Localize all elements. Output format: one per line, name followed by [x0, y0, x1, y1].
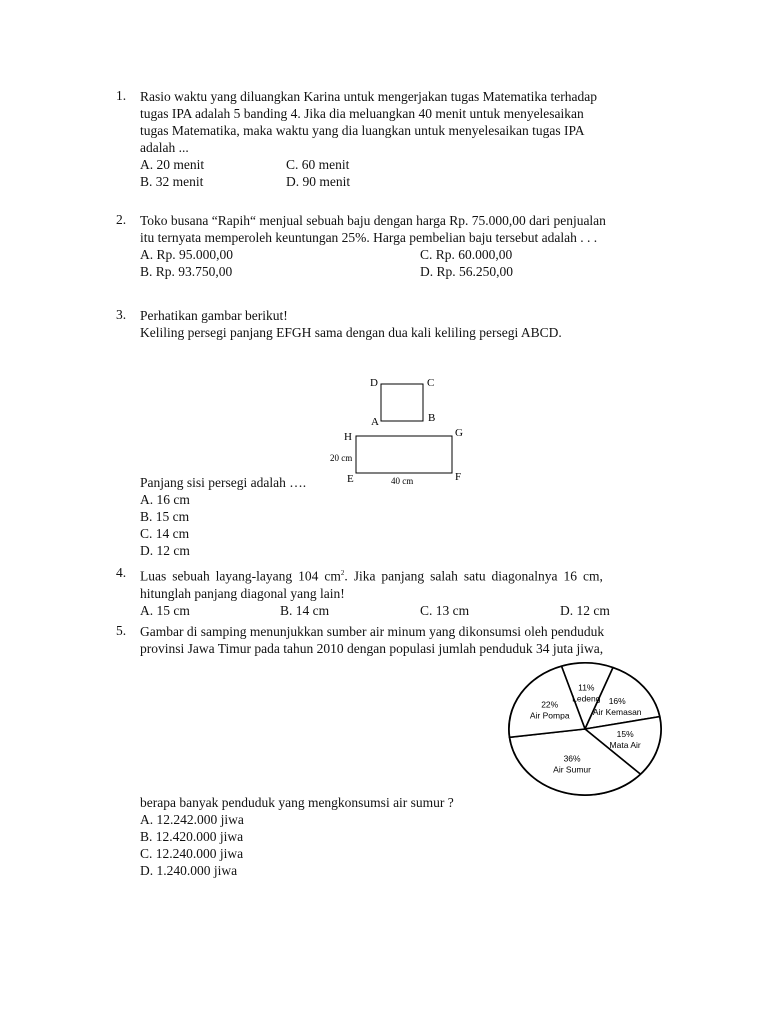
answer-option: C. 12.240.000 jiwa	[140, 846, 244, 861]
pie-percent-label: 36%	[563, 753, 581, 764]
pie-chart	[505, 660, 665, 798]
pie-category-label: Air Kemasan	[592, 706, 642, 717]
question-2	[116, 212, 676, 280]
label-e: E	[347, 473, 354, 485]
question-4	[116, 565, 676, 619]
answer-options	[140, 246, 676, 280]
pie-category-label: Air Pompa	[529, 710, 570, 721]
question-prompt: Panjang sisi persegi adalah ….	[140, 475, 307, 490]
question-5-answers	[116, 794, 676, 879]
answer-option: B. 14 cm	[280, 602, 330, 618]
question-3	[116, 307, 676, 341]
question-text-line: tugas IPA adalah 5 banding 4. Jika dia meluangkan 40 menit untuk menyelesaikan	[140, 106, 584, 121]
answer-option: D. 12 cm	[140, 543, 190, 558]
pie-percent-label: 16%	[608, 695, 626, 706]
height-label: 20 cm	[330, 453, 353, 463]
label-g: G	[455, 427, 463, 439]
label-d: D	[370, 377, 378, 389]
question-text-line: Gambar di samping menunjukkan sumber air minum yang dikonsumsi oleh penduduk	[140, 624, 605, 639]
question-3-answers	[116, 474, 676, 559]
answer-option: D. 1.240.000 jiwa	[140, 863, 238, 878]
question-text-line: provinsi Jawa Timur pada tahun 2010 dengan populasi jumlah penduduk 34 juta jiwa,	[140, 641, 604, 656]
question-number: 1.	[116, 88, 127, 103]
question-number: 2.	[116, 212, 127, 227]
question-text-line	[140, 565, 676, 585]
label-f: F	[455, 471, 462, 483]
question-text-line: hitunglah panjang diagonal yang lain!	[140, 585, 345, 601]
width-label: 40 cm	[391, 476, 414, 486]
question-5	[116, 623, 676, 657]
label-h: H	[344, 431, 352, 443]
answer-option: C. Rp. 60.000,00	[420, 247, 513, 262]
pie-category-label: Ledeng	[572, 693, 601, 704]
answer-option: C. 14 cm	[140, 526, 190, 541]
label-b: B	[428, 412, 436, 424]
question-text-line: itu ternyata memperoleh keuntungan 25%. Harga pembelian baju tersebut adalah . . .	[140, 230, 598, 245]
answer-options	[140, 156, 676, 190]
answer-option: B. Rp. 93.750,00	[140, 264, 233, 279]
question-number: 4.	[116, 565, 127, 580]
answer-options	[140, 602, 676, 619]
square-abcd	[381, 384, 423, 421]
question-text-line: Rasio waktu yang diluangkan Karina untuk mengerjakan tugas Matematika terhadap	[140, 89, 597, 104]
geometry-figure	[325, 372, 475, 490]
pie-category-label: Air Sumur	[553, 764, 591, 775]
question-text-line: adalah ...	[140, 140, 189, 155]
label-a: A	[371, 416, 379, 428]
pie-percent-label: 11%	[578, 682, 595, 693]
answer-option: A. Rp. 95.000,00	[140, 247, 234, 262]
answer-option: C. 60 menit	[286, 157, 350, 172]
superscript: 2	[340, 569, 345, 577]
answer-option: C. 13 cm	[420, 602, 470, 618]
answer-option: B. 15 cm	[140, 509, 190, 524]
answer-option: A. 12.242.000 jiwa	[140, 812, 244, 827]
pie-percent-label: 15%	[616, 729, 634, 740]
question-number: 5.	[116, 623, 127, 638]
answer-option: D. 90 menit	[286, 174, 351, 189]
rectangle-efgh	[356, 436, 452, 473]
answer-option: A. 16 cm	[140, 492, 190, 507]
question-text-line: Keliling persegi panjang EFGH sama dengan dua kali keliling persegi ABCD.	[140, 325, 562, 340]
pie-category-label: Mata Air	[609, 740, 641, 751]
answer-option: A. 20 menit	[140, 157, 205, 172]
question-text-line: tugas Matematika, maka waktu yang dia luangkan untuk menyelesaikan tugas IPA	[140, 123, 585, 138]
question-prompt: berapa banyak penduduk yang mengkonsumsi air sumur ?	[140, 795, 454, 810]
question-text-line: Perhatikan gambar berikut!	[140, 308, 288, 323]
pie-percent-label: 22%	[541, 699, 559, 710]
label-c: C	[427, 377, 435, 389]
answer-option: B. 12.420.000 jiwa	[140, 829, 244, 844]
answer-option: A. 15 cm	[140, 602, 190, 618]
answer-option: B. 32 menit	[140, 174, 204, 189]
question-1	[116, 88, 676, 190]
question-number: 3.	[116, 307, 127, 322]
question-text-part: Luas sebuah layang-layang 104 cm	[140, 568, 341, 584]
question-text-part: . Jika panjang salah satu diagonalnya 16 cm,	[344, 568, 603, 584]
answer-option: D. 12 cm	[560, 602, 610, 618]
answer-option: D. Rp. 56.250,00	[420, 264, 514, 279]
question-text-line: Toko busana “Rapih“ menjual sebuah baju dengan harga Rp. 75.000,00 dari penjualan	[140, 213, 606, 228]
